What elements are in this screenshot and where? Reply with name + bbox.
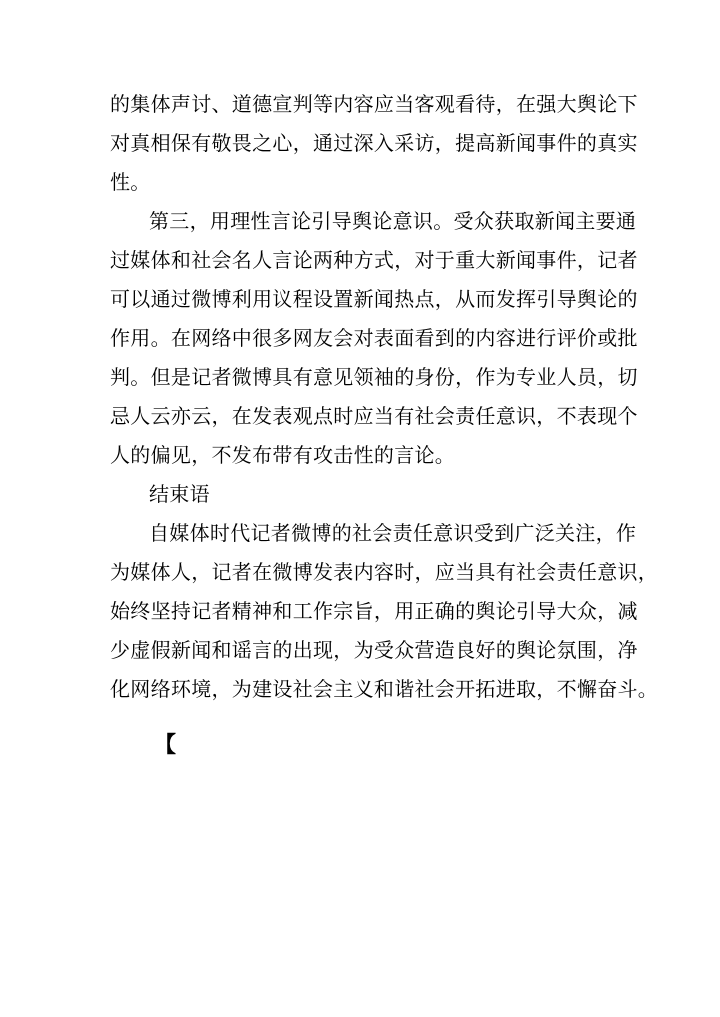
text-line: 的集体声讨、道德宣判等内容应当客观看待，在强大舆论下 bbox=[110, 92, 638, 116]
text-line: 始终坚持记者精神和工作宗旨，用正确的舆论引导大众，减 bbox=[110, 599, 638, 623]
bracket-mark: 【 bbox=[154, 732, 177, 758]
text-line: 少虚假新闻和谣言的出现，为受众营造良好的舆论氛围，净 bbox=[110, 638, 638, 662]
text-line: 忌人云亦云，在发表观点时应当有社会责任意识，不表现个 bbox=[110, 404, 638, 428]
section-heading: 结束语 bbox=[149, 482, 210, 506]
text-line: 过媒体和社会名人言论两种方式，对于重大新闻事件，记者 bbox=[110, 248, 638, 272]
paragraph-first-line: 第三，用理性言论引导舆论意识。受众获取新闻主要通 bbox=[149, 209, 637, 233]
text-line: 化网络环境，为建设社会主义和谐社会开拓进取，不懈奋斗。 bbox=[110, 677, 659, 701]
text-line: 可以通过微博利用议程设置新闻热点，从而发挥引导舆论的 bbox=[110, 287, 638, 311]
paragraph-first-line: 自媒体时代记者微博的社会责任意识受到广泛关注，作 bbox=[149, 521, 637, 545]
text-line: 为媒体人，记者在微博发表内容时，应当具有社会责任意识， bbox=[110, 560, 659, 584]
text-line: 对真相保有敬畏之心，通过深入采访，提高新闻事件的真实 bbox=[110, 131, 638, 155]
text-line: 人的偏见，不发布带有攻击性的言论。 bbox=[110, 443, 456, 467]
text-line: 性。 bbox=[110, 170, 151, 194]
text-line: 判。但是记者微博具有意见领袖的身份，作为专业人员，切 bbox=[110, 365, 638, 389]
text-line: 作用。在网络中很多网友会对表面看到的内容进行评价或批 bbox=[110, 326, 638, 350]
